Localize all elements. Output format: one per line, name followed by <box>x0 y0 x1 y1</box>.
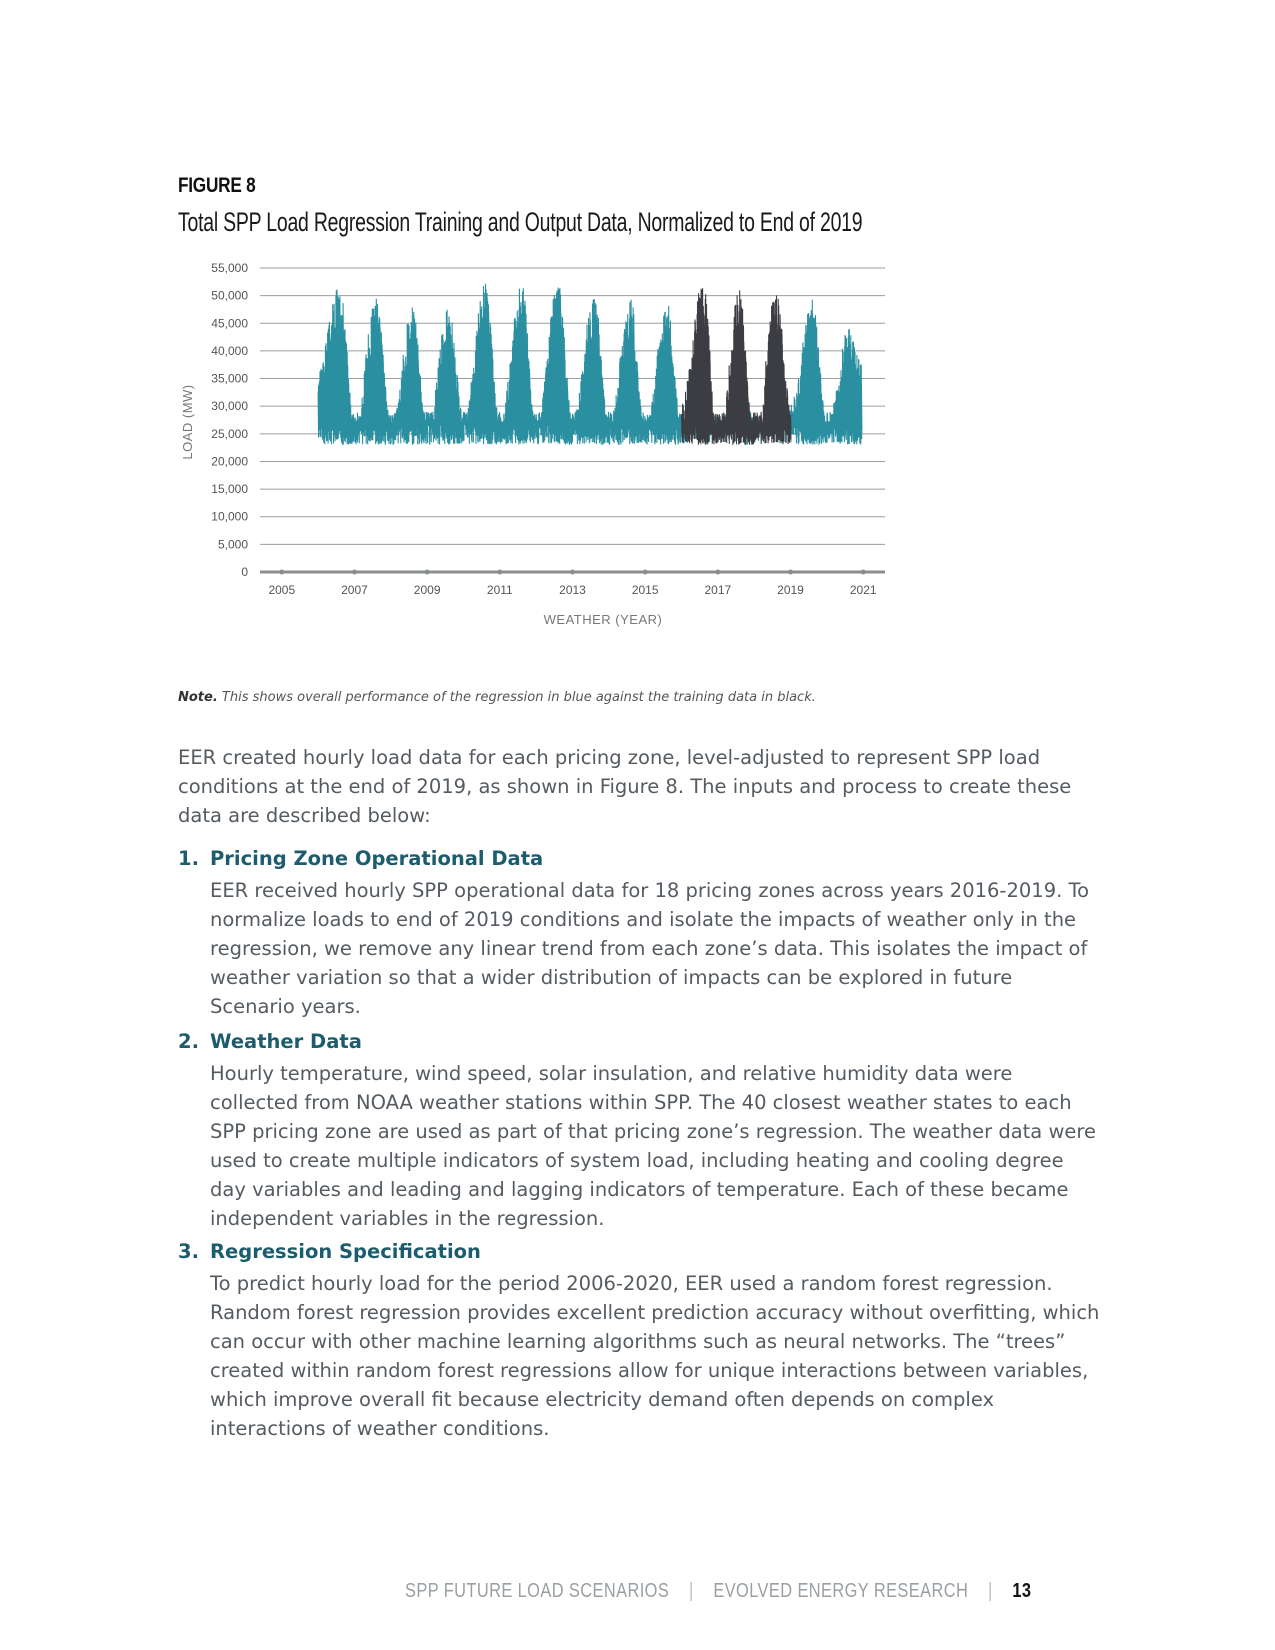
x-tick-mark <box>279 570 284 575</box>
note-label: Note. <box>178 690 218 705</box>
page-number: 13 <box>1012 1580 1032 1602</box>
x-tick-label: 2005 <box>268 583 296 597</box>
y-tick-label: 50,000 <box>211 288 248 303</box>
y-tick-label: 30,000 <box>211 399 248 414</box>
x-axis-title: WEATHER (YEAR) <box>543 612 663 627</box>
intro-paragraph: EER created hourly load data for each pricing zone, level-adjusted to represent SPP load conditions at the end of 2019, as shown in Figure 8. The inputs and process to create these data are described below: <box>178 746 1072 827</box>
footer-separator: | <box>688 1580 694 1602</box>
y-axis-title: LOAD (MW) <box>180 384 195 460</box>
footer-report-title: SPP FUTURE LOAD SCENARIOS <box>405 1580 670 1602</box>
item-1-body: EER received hourly SPP operational data for 18 pricing zones across years 2016-2019. To normalize loads to end of 2019 conditions and isolate the impacts of weather only in the regression, we remove any linear trend from each zone’s data. This isolates the impact of weather variation so that a wider distribution of impacts can be explored in future Scenario years. <box>210 879 1090 1018</box>
figure-title: Total SPP Load Regression Training and Output Data, Normalized to End of 2019 <box>178 207 863 237</box>
x-tick-mark <box>715 570 720 575</box>
y-tick-label: 10,000 <box>211 509 248 524</box>
note-text: This shows overall performance of the regression in blue against the training data in black. <box>221 690 816 705</box>
x-tick-label: 2021 <box>849 583 877 597</box>
x-tick-label: 2019 <box>777 583 804 597</box>
x-tick-mark <box>425 570 430 575</box>
x-tick-mark <box>788 570 793 575</box>
x-tick-label: 2007 <box>341 583 368 597</box>
chart-series <box>318 284 862 445</box>
x-tick-mark <box>497 570 502 575</box>
page-footer <box>405 1580 1031 1603</box>
x-tick-label: 2011 <box>486 583 513 597</box>
item-1-number: 1. <box>178 847 199 870</box>
y-tick-label: 40,000 <box>211 343 248 358</box>
y-tick-label: 45,000 <box>211 316 248 331</box>
y-tick-label: 35,000 <box>211 371 248 386</box>
figure-note <box>178 690 816 705</box>
item-3-body: To predict hourly load for the period 2006-2020, EER used a random forest regression. Random forest regression provides excellent prediction accuracy without overfitting, which can occur with other machine learning algorithms such as neural networks. The “trees” created within random forest regressions allow for unique interactions between variables, which improve overall fit because electricity demand often depends on complex interactions of weather conditions. <box>210 1272 1100 1440</box>
figure-label: FIGURE 8 <box>178 174 256 197</box>
x-tick-mark <box>643 570 648 575</box>
x-tick-label: 2015 <box>631 583 659 597</box>
y-tick-label: 0 <box>241 565 248 579</box>
item-1-heading: Pricing Zone Operational Data <box>210 847 544 870</box>
y-tick-label: 25,000 <box>211 426 248 441</box>
item-2-number: 2. <box>178 1030 199 1053</box>
y-tick-label: 20,000 <box>211 454 248 469</box>
x-tick-mark <box>352 570 357 575</box>
item-2-heading: Weather Data <box>210 1030 362 1053</box>
x-tick-label: 2009 <box>413 583 441 597</box>
x-tick-label: 2013 <box>559 583 586 597</box>
item-2-body: Hourly temperature, wind speed, solar insulation, and relative humidity data were collected from NOAA weather stations within SPP. The 40 closest weather states to each SPP pricing zone are used as part of that pricing zone’s regression. The weather data were used to create multiple indicators of system load, including heating and cooling degree day variables and leading and lagging indicators of temperature. Each of these became independent variables in the regression. <box>210 1062 1096 1230</box>
footer-organization: EVOLVED ENERGY RESEARCH <box>713 1580 969 1602</box>
x-tick-label: 2017 <box>704 583 732 597</box>
item-3-number: 3. <box>178 1240 199 1263</box>
x-tick-mark <box>570 570 575 575</box>
footer-separator: | <box>987 1580 993 1602</box>
load-chart <box>170 262 930 662</box>
y-tick-label: 55,000 <box>211 262 248 275</box>
x-tick-mark <box>861 570 866 575</box>
y-tick-label: 15,000 <box>211 482 248 497</box>
item-3-heading: Regression Specification <box>210 1240 481 1263</box>
y-tick-label: 5,000 <box>217 537 248 552</box>
series-training-line <box>682 288 792 445</box>
